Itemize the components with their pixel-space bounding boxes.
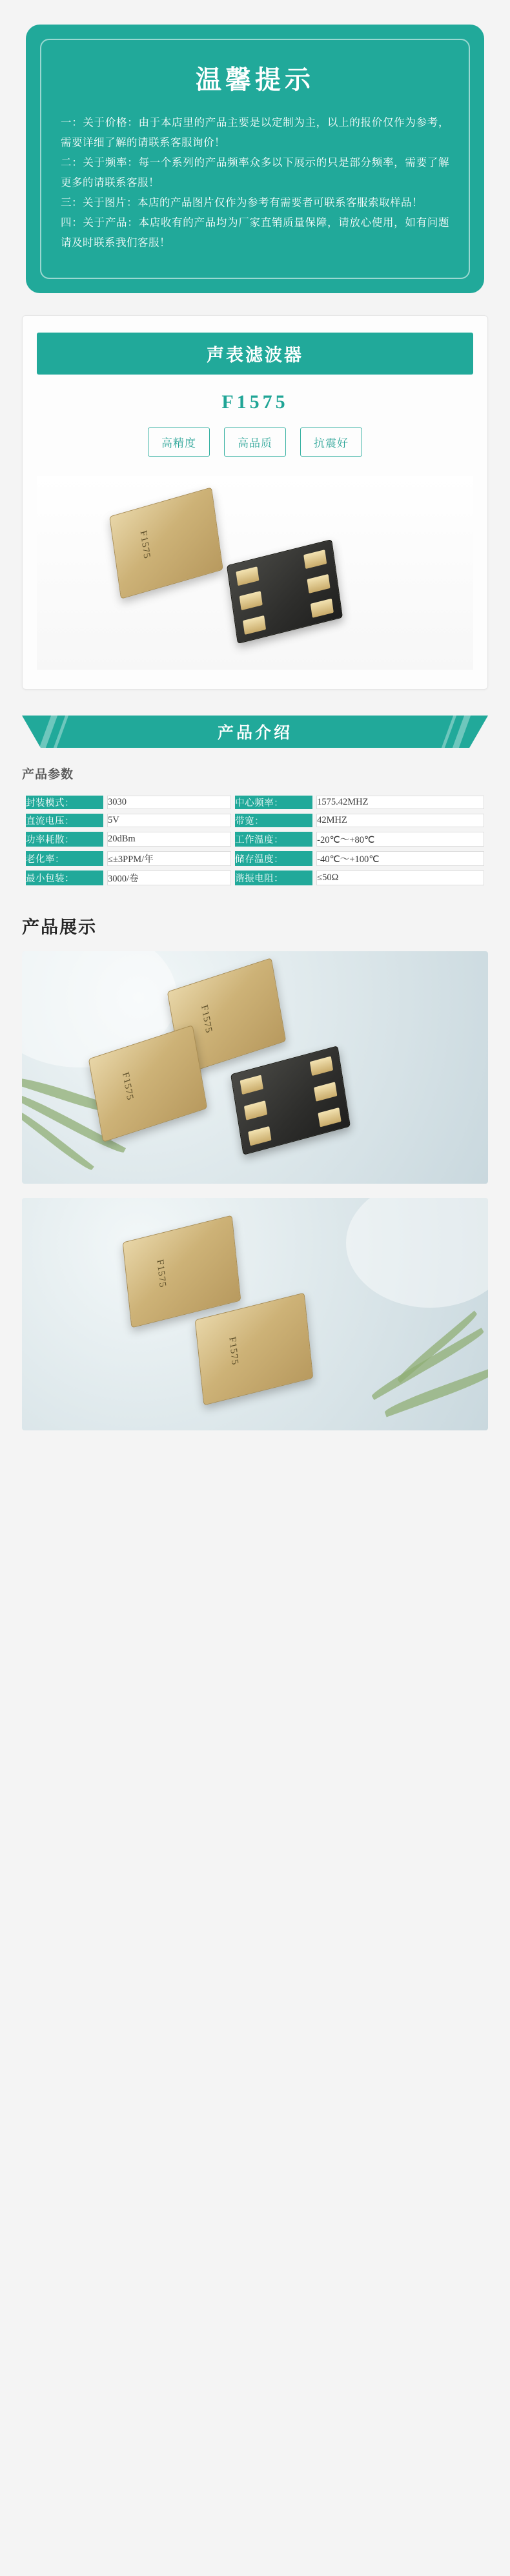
intro-banner-title: 产品介绍 xyxy=(217,724,292,742)
param-value: 3000/卷 xyxy=(107,871,231,885)
notice-section xyxy=(0,0,510,293)
gallery-section xyxy=(0,890,510,1470)
saw-pad-5 xyxy=(307,574,331,593)
leaf-decoration xyxy=(395,1311,479,1383)
notice-line-2: 二：关于频率：每一个系列的产品频率众多以下展示的只是部分频率，需要了解更多的请联系客服！ xyxy=(61,157,449,189)
saw-pad-5 xyxy=(314,1082,337,1102)
notice-title: 温馨提示 xyxy=(196,66,314,94)
param-key: 功率耗散： xyxy=(26,832,103,847)
saw-device-label-gold: F1575 xyxy=(227,1335,240,1367)
notice-line-1: 一：关于价格：由于本店里的产品主要是以定制为主，以上的报价仅作为参考，需要详细了解的请联系客服询价！ xyxy=(61,117,449,149)
saw-pad-3 xyxy=(243,615,266,635)
leaf-decoration xyxy=(370,1328,486,1400)
saw-pad-4 xyxy=(303,550,327,569)
table-row xyxy=(26,796,484,809)
saw-pad-4 xyxy=(310,1056,333,1076)
table-row xyxy=(26,832,484,847)
saw-device-label-gold: F1575 xyxy=(154,1258,168,1290)
param-key: 储存温度： xyxy=(235,851,312,866)
table-row xyxy=(26,871,484,885)
intro-banner xyxy=(22,716,488,748)
table-row xyxy=(26,814,484,827)
product-tag-2: 高品质 xyxy=(224,428,286,457)
hero-section xyxy=(0,293,510,690)
params-title: 产品参数 xyxy=(22,768,74,781)
saw-device-gold xyxy=(123,1215,241,1328)
param-value: 5V xyxy=(107,814,231,827)
photo-highlight xyxy=(346,1198,488,1308)
gallery-title: 产品展示 xyxy=(22,918,97,937)
saw-pad-2 xyxy=(244,1100,267,1120)
saw-pad-2 xyxy=(240,591,263,610)
notice-card xyxy=(26,25,484,293)
notice-inner-frame xyxy=(40,39,470,279)
param-key: 直流电压： xyxy=(26,814,103,827)
product-model: F1575 xyxy=(221,391,289,413)
product-photo xyxy=(37,476,473,670)
saw-device-label-gold: F1575 xyxy=(138,529,152,561)
product-banner-title: 声表滤波器 xyxy=(37,333,473,375)
saw-device-gold xyxy=(109,487,223,599)
saw-device-label-gold: F1575 xyxy=(199,1004,214,1035)
gallery-photo-1 xyxy=(22,951,488,1184)
saw-device-label-gold: F1575 xyxy=(120,1071,136,1102)
param-key: 带宽： xyxy=(235,814,312,827)
saw-pad-3 xyxy=(248,1126,271,1146)
param-value: ≤±3PPM/年 xyxy=(107,851,231,866)
param-value: -20℃～+80℃ xyxy=(316,832,484,847)
param-key: 老化率： xyxy=(26,851,103,866)
gallery-photo-2 xyxy=(22,1198,488,1430)
saw-pad-6 xyxy=(311,599,334,618)
product-tag-row xyxy=(37,428,473,457)
saw-device-dark xyxy=(230,1046,351,1155)
param-value: 1575.42MHZ xyxy=(316,796,484,809)
param-key: 谐振电阻： xyxy=(235,871,312,885)
params-section xyxy=(0,748,510,890)
param-value: 42MHZ xyxy=(316,814,484,827)
param-key: 最小包装： xyxy=(26,871,103,885)
param-key: 封装模式： xyxy=(26,796,103,809)
product-tag-1: 高精度 xyxy=(148,428,210,457)
saw-pad-6 xyxy=(318,1108,341,1128)
product-tag-3: 抗震好 xyxy=(300,428,362,457)
saw-pad-1 xyxy=(240,1075,263,1095)
saw-device-dark xyxy=(227,539,343,644)
params-table xyxy=(22,791,488,890)
intro-section xyxy=(0,690,510,748)
param-value: -40℃～+100℃ xyxy=(316,851,484,866)
notice-line-3: 三：关于图片：本店的产品图片仅作为参考有需要者可联系客服索取样品！ xyxy=(61,197,423,209)
param-key: 中心频率： xyxy=(235,796,312,809)
saw-device-gold xyxy=(195,1293,314,1406)
param-key: 工作温度： xyxy=(235,832,312,847)
param-value: 20dBm xyxy=(107,832,231,847)
param-value: ≤50Ω xyxy=(316,871,484,885)
param-value: 3030 xyxy=(107,796,231,809)
product-card xyxy=(22,315,488,690)
notice-line-4: 四：关于产品：本店收有的产品均为厂家直销质量保障，请放心使用，如有问题请及时联系我们客服！ xyxy=(61,217,449,249)
table-row xyxy=(26,851,484,866)
saw-pad-1 xyxy=(236,566,259,586)
